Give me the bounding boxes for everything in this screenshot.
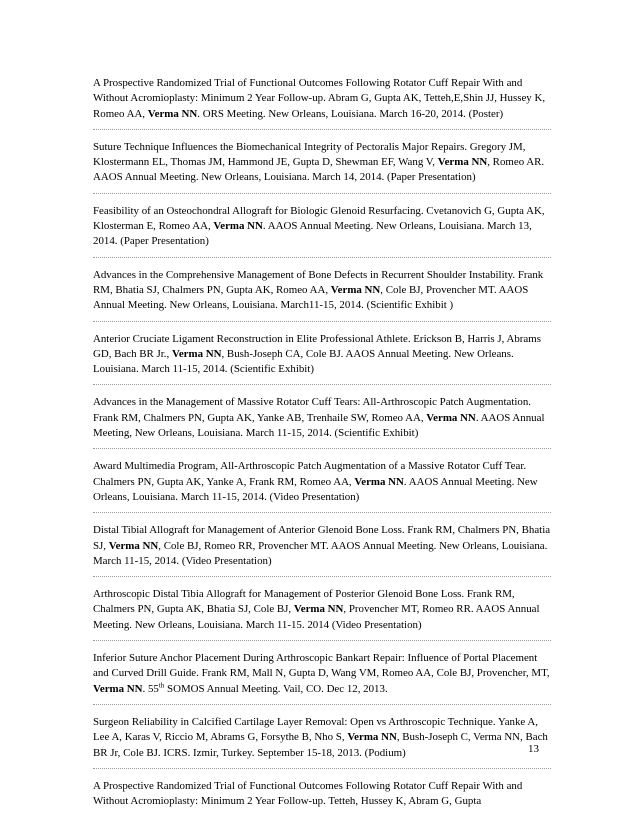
- citation-text: . AAOS Annual Meeting, New Orleans, Louisiana. March 11-15, 2014. (Scientific Exhibit): [93, 411, 545, 440]
- citation-list: [93, 76, 551, 826]
- citation-entry: [93, 587, 551, 641]
- citation-text: Feasibility of an Osteochondral Allograft for Biologic Glenoid Resurfacing. Cvetanovich G, Gupta AK, Klosterman E, Romeo AA,: [93, 204, 545, 233]
- citation-text: , Romeo AR. AAOS Annual Meeting. New Orleans, Louisiana. March 14, 2014. (Paper Presentation): [93, 156, 545, 184]
- citation-text: Advances in the Comprehensive Management of Bone Defects in Recurrent Shoulder Instability. Frank RM, Bhatia SJ, Chalmers PN, Gupta AK, Romeo AA,: [93, 268, 544, 296]
- citation-text: Award Multimedia Program, All-Arthroscopic Patch Augmentation of a Massive Rotator Cuff Tear. Chalmers PN, Gupta AK, Yanke A, Frank RM, Romeo AA,: [93, 460, 527, 488]
- citation-text: Arthroscopic Distal Tibia Allograft for Management of Posterior Glenoid Bone Loss. Frank RM, Chalmers PN, Gupta AK, Bhatia SJ, Cole BJ,: [93, 588, 515, 616]
- citation-text: Anterior Cruciate Ligament Reconstruction in Elite Professional Athlete. Erickson B, Harris J, Abrams GD, Bach BR Jr.,: [93, 332, 541, 360]
- citation-text: A Prospective Randomized Trial of Functional Outcomes Following Rotator Cuff Repair With and Without Acromioplasty: Minimum 2 Year Follow-up. Tetteh, Hussey K, Abram G, Gupta: [93, 779, 523, 808]
- citation-text: , Cole BJ, Provencher MT. AAOS Annual Meeting. New Orleans, Louisiana. March11-15, 2014. (Scientific Exhibit ): [93, 283, 529, 312]
- author-highlight: Verma NN: [347, 731, 397, 744]
- author-highlight: Verma NN: [426, 411, 476, 424]
- citation-entry: [93, 779, 551, 817]
- citation-entry: [93, 204, 551, 258]
- author-highlight: Verma NN: [213, 220, 263, 233]
- citation-entry: [93, 76, 551, 130]
- citation-text: . AAOS Annual Meeting. New Orleans, Louisiana. March 11-15, 2014. (Video Presentation): [93, 475, 538, 503]
- citation-text: Distal Tibial Allograft for Management of Anterior Glenoid Bone Loss. Frank RM, Chalmers PN, Bhatia SJ,: [93, 524, 551, 552]
- citation-text: , Cole BJ, Romeo RR, Provencher MT. AAOS Annual Meeting. New Orleans, Louisiana. March 11-15, 2014. (Video Presentation): [93, 539, 548, 567]
- author-highlight: Verma NN: [171, 347, 222, 360]
- author-highlight: Verma NN: [354, 475, 404, 488]
- citation-text: Surgeon Reliability in Calcified Cartilage Layer Removal: Open vs Arthroscopic Technique. Yanke A, Lee A, Karas V, Riccio M, Abrams G, Forsythe B, Nho S,: [93, 715, 538, 744]
- author-highlight: Verma NN: [437, 156, 488, 169]
- citation-text: , Provencher MT, Romeo RR. AAOS Annual Meeting. New Orleans, Louisiana. March 11-15. 2014 (Video Presentation): [93, 603, 540, 631]
- citation-text: A Prospective Randomized Trial of Functional Outcomes Following Rotator Cuff Repair With and Without Acromioplasty: Minimum 2 Year Follow-up. Abram G, Gupta AK, Tetteh,E,Shin JJ, Hussey K, Romeo AA,: [93, 77, 546, 120]
- citation-text: . ORS Meeting. New Orleans, Louisiana. March 16-20, 2014. (Poster): [197, 107, 504, 120]
- citation-text: , Bush-Joseph C, Verma NN, Bach BR Jr, Cole BJ. ICRS. Izmir, Turkey. September 15-18, 2013. (Podium): [93, 731, 548, 759]
- citation-text: Suture Technique Influences the Biomechanical Integrity of Pectoralis Major Repairs. Gregory JM, Klostermann EL, Thomas JM, Hammond JE, Gupta D, Shewman EF, Wang V,: [93, 140, 526, 169]
- citation-text: Inferior Suture Anchor Placement During Arthroscopic Bankart Repair: Influence of Portal Placement and Curved Drill Guide. Frank RM, Mall N, Gupta D, Wang VM, Romeo AA, Cole BJ, Provencher, MT,: [93, 652, 550, 680]
- citation-text: Advances in the Management of Massive Rotator Cuff Tears: All-Arthroscopic Patch Augmentation. Frank RM, Chalmers PN, Gupta AK, Yanke AB, Trenhaile SW, Romeo AA,: [93, 396, 531, 424]
- citation-text: . AAOS Annual Meeting. New Orleans, Louisiana. March 13, 2014. (Paper Presentation): [93, 220, 532, 248]
- citation-entry: [93, 715, 551, 769]
- citation-entry: [93, 140, 551, 194]
- citation-text: , Bush-Joseph CA, Cole BJ. AAOS Annual Meeting. New Orleans. Louisiana. March 11-15, 2014. (Scientific Exhibit): [93, 347, 514, 376]
- author-highlight: Verma NN: [293, 603, 344, 616]
- citation-entry: [93, 459, 551, 513]
- author-highlight: Verma NN: [108, 539, 159, 552]
- ordinal-suffix: th: [158, 680, 165, 689]
- author-highlight: Verma NN: [147, 107, 198, 120]
- citation-entry: [93, 268, 551, 322]
- author-highlight: Verma NN: [330, 283, 381, 296]
- citation-entry: [93, 332, 551, 386]
- page-number: 13: [528, 743, 539, 755]
- citation-entry: [93, 651, 551, 705]
- citation-text: SOMOS Annual Meeting. Vail, CO. Dec 12, 2013.: [164, 682, 388, 695]
- citation-entry: [93, 523, 551, 577]
- author-highlight: Verma NN: [93, 682, 143, 695]
- citation-entry: [93, 395, 551, 449]
- citation-text: . 55: [142, 682, 159, 695]
